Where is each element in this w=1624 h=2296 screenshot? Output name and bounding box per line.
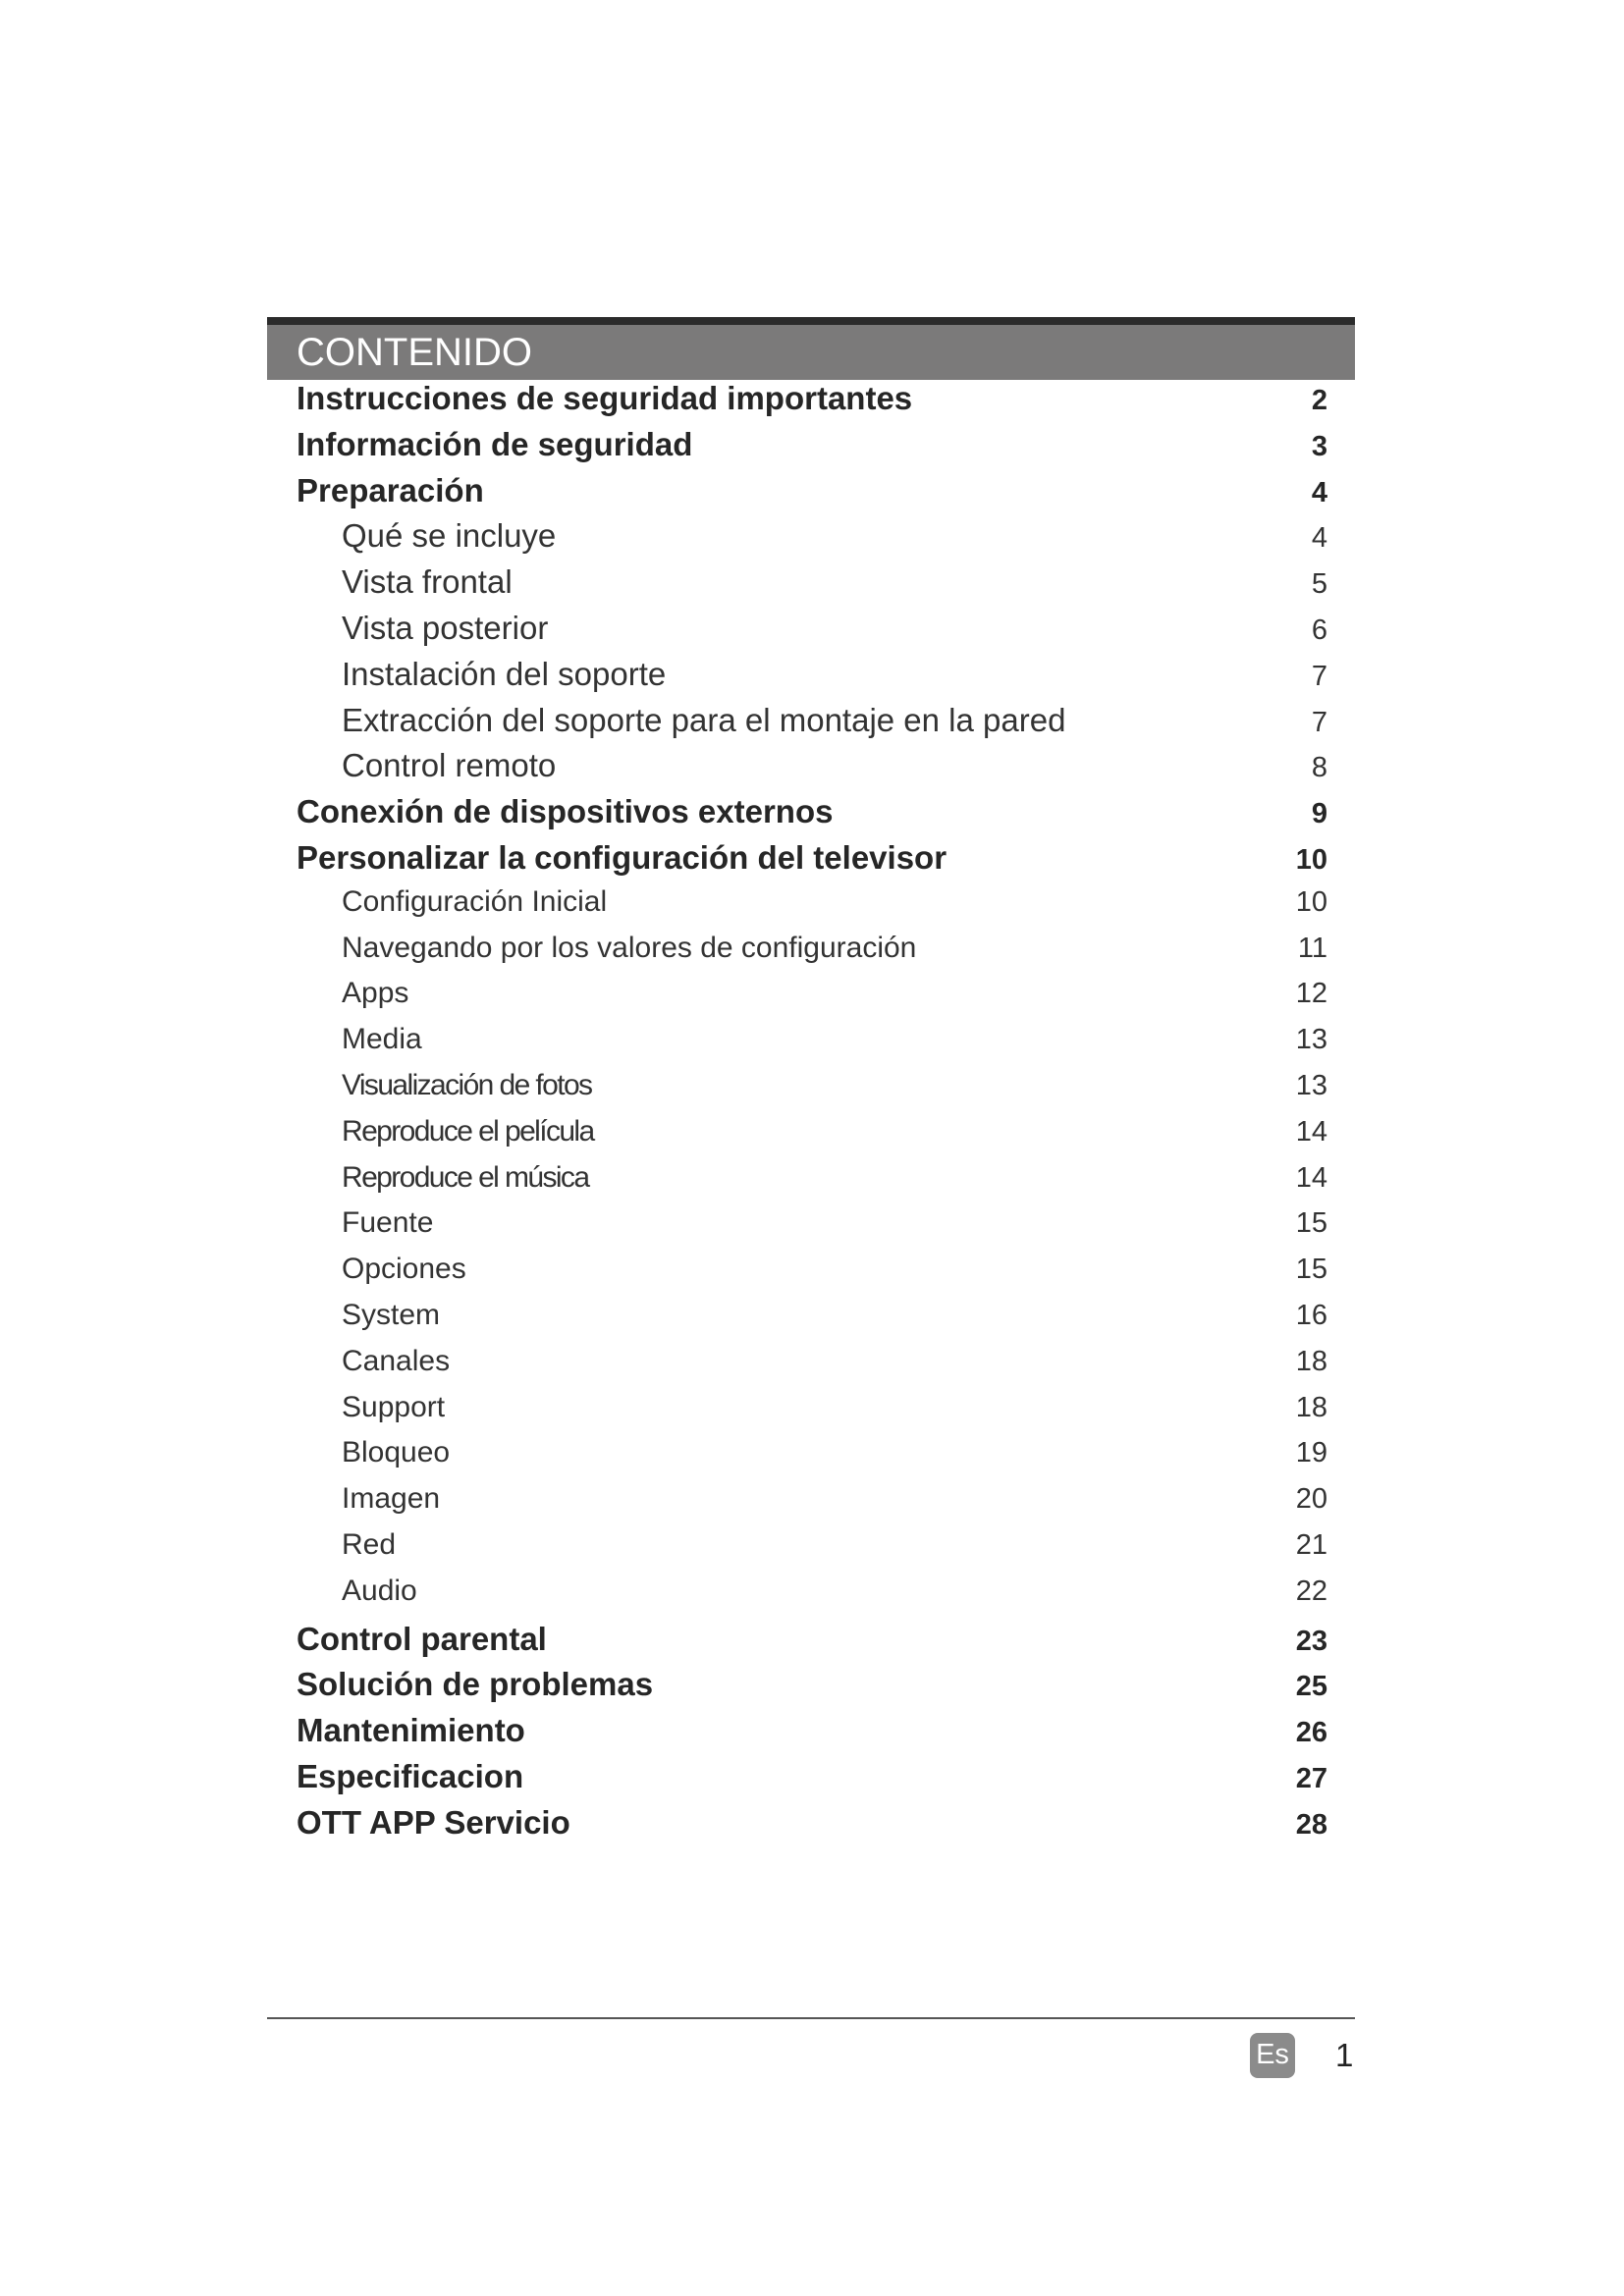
toc-entry[interactable] bbox=[267, 1069, 1355, 1115]
toc-entry-label: Conexión de dispositivos externos bbox=[297, 793, 834, 830]
toc-entry[interactable] bbox=[267, 1391, 1355, 1437]
toc-entry-label: Bloqueo bbox=[342, 1436, 451, 1469]
toc-entry-page: 15 bbox=[1295, 1254, 1327, 1286]
toc-entry-label: Información de seguridad bbox=[297, 425, 693, 462]
toc-entry-label: Fuente bbox=[342, 1206, 434, 1240]
toc-entry[interactable] bbox=[267, 793, 1355, 839]
toc-entry-page: 28 bbox=[1295, 1808, 1327, 1841]
toc-entry-page: 21 bbox=[1295, 1528, 1327, 1561]
toc-entry[interactable] bbox=[267, 1712, 1355, 1758]
toc-entry-label: Support bbox=[342, 1390, 446, 1423]
toc-entry-page: 6 bbox=[1311, 614, 1327, 646]
toc-entry-page: 2 bbox=[1311, 385, 1327, 416]
toc-entry-page: 18 bbox=[1295, 1345, 1327, 1377]
toc-entry-label: Preparación bbox=[297, 471, 484, 508]
toc-entry[interactable] bbox=[267, 517, 1355, 563]
toc-heading: CONTENIDO bbox=[267, 325, 1355, 380]
toc-entry[interactable] bbox=[267, 1023, 1355, 1069]
toc-entry-page: 22 bbox=[1295, 1575, 1327, 1607]
toc-entry-label: Vista posterior bbox=[342, 609, 549, 646]
toc-entry-page: 20 bbox=[1295, 1483, 1327, 1516]
toc-entry-page: 9 bbox=[1311, 798, 1327, 830]
toc-entry-label: Control remoto bbox=[342, 747, 557, 784]
toc-entry-page: 10 bbox=[1295, 885, 1327, 918]
toc-entry-page: 19 bbox=[1295, 1437, 1327, 1469]
toc-entry[interactable] bbox=[267, 1575, 1355, 1621]
language-badge: Es bbox=[1250, 2033, 1295, 2078]
toc-entry-label: Navegando por los valores de configuración bbox=[342, 931, 917, 964]
toc-entry-page: 4 bbox=[1311, 522, 1327, 555]
toc-entry[interactable] bbox=[267, 610, 1355, 656]
toc-entry-page: 26 bbox=[1295, 1717, 1327, 1749]
toc-entry-page: 4 bbox=[1311, 476, 1327, 508]
toc-entry[interactable] bbox=[267, 380, 1355, 426]
toc-entry-label: Control parental bbox=[297, 1620, 547, 1657]
toc-entry-label: Qué se incluye bbox=[342, 517, 557, 555]
toc-entry[interactable] bbox=[267, 839, 1355, 885]
toc-entry[interactable] bbox=[267, 1621, 1355, 1667]
toc-entry-label: Instalación del soporte bbox=[342, 655, 667, 692]
toc-entry-page: 7 bbox=[1311, 660, 1327, 692]
toc-entry-page: 5 bbox=[1311, 568, 1327, 601]
toc-entry[interactable] bbox=[267, 1299, 1355, 1345]
toc-entry[interactable] bbox=[267, 885, 1355, 932]
toc-entry[interactable] bbox=[267, 1253, 1355, 1299]
toc-entry-label: OTT APP Servicio bbox=[297, 1803, 570, 1841]
toc-entry-page: 18 bbox=[1295, 1391, 1327, 1423]
table-of-contents bbox=[267, 317, 1355, 1850]
toc-entry[interactable] bbox=[267, 656, 1355, 702]
toc-entry-label: Reproduce el película bbox=[342, 1114, 594, 1148]
toc-entry-label: Especificacion bbox=[297, 1757, 524, 1794]
toc-entry-page: 12 bbox=[1295, 978, 1327, 1010]
toc-entry-page: 14 bbox=[1295, 1161, 1327, 1194]
toc-entry-label: Vista frontal bbox=[342, 563, 513, 601]
toc-entry-label: Audio bbox=[342, 1574, 417, 1607]
toc-entry-label: Red bbox=[342, 1527, 397, 1561]
toc-entry-page: 14 bbox=[1295, 1115, 1327, 1148]
toc-entry-page: 8 bbox=[1311, 752, 1327, 784]
toc-entry[interactable] bbox=[267, 1161, 1355, 1207]
toc-entry[interactable] bbox=[267, 702, 1355, 748]
toc-entry[interactable] bbox=[267, 1528, 1355, 1575]
toc-entry-label: Mantenimiento bbox=[297, 1712, 525, 1749]
toc-entry-label: Imagen bbox=[342, 1482, 441, 1516]
toc-entry-label: Personalizar la configuración del televisor bbox=[297, 838, 947, 876]
toc-entry-page: 27 bbox=[1295, 1762, 1327, 1794]
toc-entry-label: Media bbox=[342, 1023, 422, 1056]
toc-entry-label: Instrucciones de seguridad importantes bbox=[297, 380, 913, 416]
toc-entry[interactable] bbox=[267, 472, 1355, 518]
toc-entry[interactable] bbox=[267, 1666, 1355, 1712]
toc-entry[interactable] bbox=[267, 1436, 1355, 1482]
toc-entry-page: 10 bbox=[1295, 843, 1327, 876]
footer-rule bbox=[267, 2017, 1355, 2019]
toc-entry[interactable] bbox=[267, 932, 1355, 978]
toc-entry-label: System bbox=[342, 1298, 441, 1331]
toc-entry-label: Configuración Inicial bbox=[342, 884, 608, 918]
toc-entry-page: 13 bbox=[1295, 1069, 1327, 1101]
toc-entry[interactable] bbox=[267, 977, 1355, 1023]
toc-entry[interactable] bbox=[267, 1206, 1355, 1253]
toc-entry-page: 16 bbox=[1295, 1299, 1327, 1331]
toc-entry-page: 15 bbox=[1295, 1207, 1327, 1240]
toc-entry-label: Solución de problemas bbox=[297, 1666, 654, 1703]
toc-entry[interactable] bbox=[267, 747, 1355, 793]
toc-entry-page: 13 bbox=[1295, 1024, 1327, 1056]
toc-entry-page: 3 bbox=[1311, 430, 1327, 462]
toc-entry-page: 7 bbox=[1311, 706, 1327, 738]
toc-entry-label: Reproduce el música bbox=[342, 1160, 589, 1194]
toc-entry-label: Canales bbox=[342, 1344, 451, 1377]
toc-entry[interactable] bbox=[267, 1804, 1355, 1850]
toc-entry-page: 23 bbox=[1295, 1625, 1327, 1657]
toc-entry[interactable] bbox=[267, 1345, 1355, 1391]
toc-entry-label: Extracción del soporte para el montaje en la pared bbox=[342, 701, 1066, 738]
toc-entry[interactable] bbox=[267, 1115, 1355, 1161]
toc-entry-label: Apps bbox=[342, 977, 409, 1010]
toc-entry[interactable] bbox=[267, 563, 1355, 610]
page-number: 1 bbox=[1335, 2037, 1354, 2073]
toc-entry-label: Visualización de fotos bbox=[342, 1068, 592, 1101]
toc-list bbox=[267, 380, 1355, 1850]
toc-entry-page: 11 bbox=[1297, 932, 1327, 964]
toc-entry-page: 25 bbox=[1295, 1671, 1327, 1703]
toc-entry-label: Opciones bbox=[342, 1253, 466, 1286]
toc-entry[interactable] bbox=[267, 1482, 1355, 1528]
toc-entry[interactable] bbox=[267, 1758, 1355, 1804]
header-top-rule bbox=[267, 317, 1355, 325]
toc-entry[interactable] bbox=[267, 426, 1355, 472]
